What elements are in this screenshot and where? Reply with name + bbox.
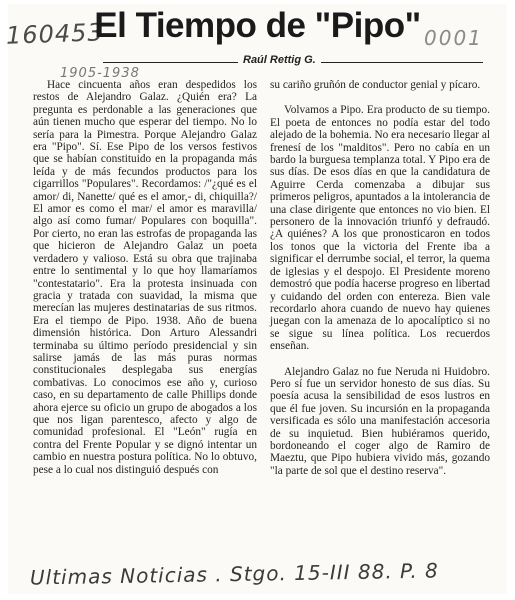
right-column [270, 79, 490, 477]
handwritten-source-note: Ultimas Noticias . Stgo. 15-III 88. P. 8 [29, 558, 440, 590]
handwritten-clipping-number: 160453 [5, 18, 105, 50]
paragraph: Hace cincuenta años eran despedidos los restos de Alejandro Galaz. ¿Quién era? La pregunta es perdonable a las generaciones que aún tienen mucho que esperar del tiempo. No lo sería para la Pimestra. Porque Alejandro Galaz era "Pipo". Sí. Ese Pipo de los versos festivos que se habían constituido en la propaganda más leída y de más fecundos productos para los cigarrillos "Populares". Recordamos: /"¿qué es el amor/ di, Nanette/ qué es el amor,- di, chiquilla?/ El amor es como el mar/ el amor es maravilla/ algo así como fumar/ Populares con boquilla". Por cierto, no eran las estrofas de propaganda las que hicieron de Alejandro Galaz un poeta verdadero y valioso. Está su obra que trajinaba entre lo sentimental y lo que hoy llamaríamos "contestatario". Era la protesta insinuada con gracia y tratada con suavidad, la misma que merecían las mujeres destinatarias de sus ritmos. Era el tiempo de Pipo. 1938. Año de buena dimensión histórica. Don Arturo Alessandri terminaba su último período presidencial y sin salirse jamás de las más puras normas constitucionales desplegaba sus energías combativas. Lo conocimos ese año y, curioso caso, en su departamento de calle Phillips donde ahora ejerce su oficio un grupo de abogados a los que nos ligan parentesco, afecto y algo de comunidad profesional. El "León" rugía en contra del Frente Popular y se dignó intentar un cambio en nuestra postura política. No lo obtuvo, pese a lo cual nos distinguió después con [33, 79, 257, 476]
paragraph: Volvamos a Pipo. Era producto de su tiempo. El poeta de entonces no podía estar del todo alejado de la bohemia. No era necesario llegar al frenesí de los "malditos". Pero no cabía en un bardo la burguesa templanza total. Y Pipo era de sus días. De esos días en que la candidatura de Aguirre Cerda comenzaba a dibujar sus primeros peligros, apuntados a la intolerancia de una clase dirigente que entonces no vio bien. El personero de la innovación triunfó y defraudó. ¿A quiénes? A los que pronosticaron en todos los tonos que la victoria del Frente iba a significar el derrumbe social, el terror, la quema de iglesias y el despojo. El Presidente moreno demostró que podía hacerse progreso en libertad y cuidando del orden con entereza. Bien vale recordarlo ahora cuando de nuevo hay quienes juegan con la amenaza de lo apocalíptico si no se sigue su línea política. Los recuerdos enseñan. [270, 104, 490, 353]
article-title: El Tiempo de "Pipo" [94, 6, 421, 45]
left-column [33, 79, 257, 476]
paragraph: Alejandro Galaz no fue Neruda ni Huidobro. Pero sí fue un servidor honesto de sus días. Su poesía acusa la sensibilidad de esos lustros en que él fue joven. Su incursión en la propaganda versificada es sólo una manifestación accesoria de su inquietud. Bien hubiéramos querido, bordoneando el coger algo de Ramiro de Maeztu, que Pipo hubiera vivido más, gozando "la parte de sol que el destino reserva". [270, 365, 490, 477]
handwritten-archive-code: 0001 [424, 26, 483, 50]
handwritten-years: 1905-1938 [60, 66, 140, 81]
paragraph: su cariño gruñón de conductor genial y pícaro. [270, 79, 481, 91]
article-byline: Raúl Rettig G. [238, 54, 321, 66]
